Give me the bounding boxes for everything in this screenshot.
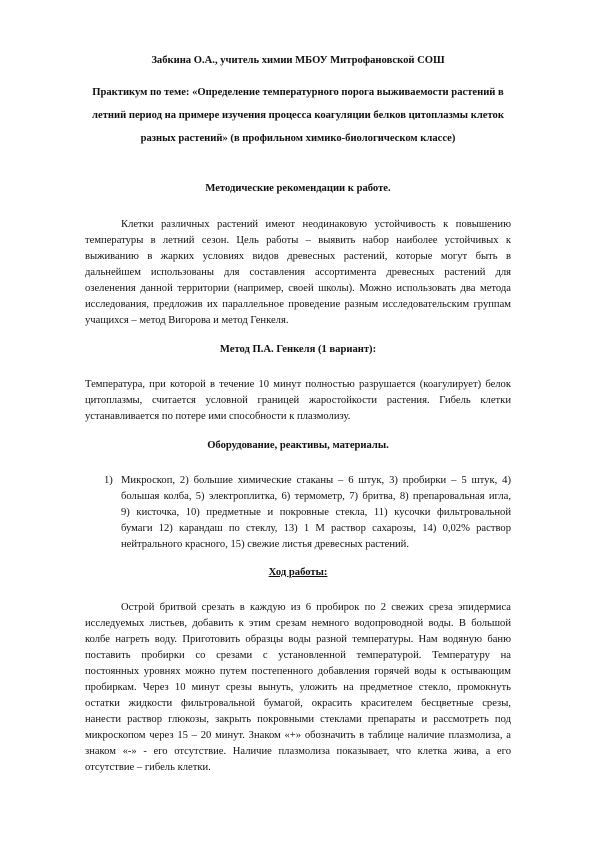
methodical-line-7: учащихся – метод Вигорова и метод Генкеля. xyxy=(85,315,289,326)
equipment-line-4: бумаги 12) карандаш по стеклу, 13) 1 М раствор сахарозы, 14) 0,02% раствор xyxy=(121,523,511,534)
procedure-line-4: поставить пробирки со срезами с установленной температурой. Температуру на xyxy=(85,650,511,661)
procedure-line-1: Острой бритвой срезать в каждую из 6 пробирок по 2 свежих среза эпидермиса xyxy=(121,602,511,613)
procedure-line-11: отсутствие – гибель клетки. xyxy=(85,762,211,773)
title-line-1: Практикум по теме: «Определение температурного порога выживаемости растений в xyxy=(92,87,504,98)
heading-method: Метод П.А. Генкеля (1 вариант): xyxy=(219,344,377,355)
methodical-line-4: дальнейшем использованы для составления ассортимента древесных растений для xyxy=(85,267,511,278)
heading-methodical: Методические рекомендации к работе. xyxy=(205,183,391,194)
procedure-line-8: нанести раствор глюкозы, закрыть покровными стеклами препараты и рассмотреть под xyxy=(85,714,511,725)
list-number: 1) xyxy=(104,475,113,486)
methodical-line-2: температуры в летний сезон. Цель работы – выявить набор наиболее устойчивых к xyxy=(85,235,511,246)
procedure-line-2: исследуемых листьев, добавить к этим срезам немного водопроводной воды. В большой xyxy=(85,618,511,629)
equipment-line-2: большая колба, 5) электроплитка, 6) термометр, 7) бритва, 8) препаровальная игла, xyxy=(121,491,511,502)
title-line-3: разных растений» (в профильном химико-биологическом классе) xyxy=(140,133,456,144)
heading-equipment: Оборудование, реактивы, материалы. xyxy=(207,440,389,451)
method-line-1: Температура, при которой в течение 10 минут полностью разрушается (коагулирует) белок xyxy=(85,379,511,390)
methodical-line-1: Клетки различных растений имеют неодинаковую устойчивость к повышению xyxy=(121,219,511,230)
equipment-line-1: Микроскоп, 2) большие химические стаканы – 6 штук, 3) пробирки – 5 штук, 4) xyxy=(121,475,511,486)
method-line-2: цитоплазмы, считается условной границей жаростойкости растения. Гибель клетки xyxy=(85,395,511,406)
procedure-line-3: колбе нагреть воду. Приготовить образцы воды разной температуры. Нам водяную баню xyxy=(85,634,511,645)
procedure-line-7: остатки жидкости фильтровальной бумагой, окрасить красителем бесцветные срезы, xyxy=(85,698,511,709)
procedure-line-6: пробиркам. Через 10 минут срезы вынуть, уложить на предметное стекло, промокнуть xyxy=(85,682,511,693)
methodical-line-3: выживанию в жарких условиях видов древесных растений, которые могут быть в xyxy=(85,251,511,262)
author-line: Забкина О.А., учитель химии МБОУ Митрофановской СОШ xyxy=(151,55,445,66)
procedure-line-9: микроскопом через 15 – 20 минут. Знаком «+» обозначить в таблице наличие плазмолиза, а xyxy=(85,730,511,741)
equipment-line-5: нейтрального красного, 15) свежие листья древесных растений. xyxy=(121,539,410,550)
procedure-line-10: знаком «-» - его отсутствие. Наличие плазмолиза показывает, что клетка жива, а его xyxy=(85,746,511,757)
procedure-line-5: постоянных уровнях можно путем постепенного добавления горячей воды к остывающим xyxy=(85,666,511,677)
heading-procedure: Ход работы: xyxy=(268,567,328,578)
title-line-2: летний период на примере изучения процесса коагуляции белков цитоплазмы клеток xyxy=(92,110,504,121)
equipment-line-3: 9) кисточка, 10) предметные и покровные стекла, 11) кусочки фильтровальной xyxy=(121,507,511,518)
method-line-3: устанавливается по потере ими способности к плазмолизу. xyxy=(85,411,351,422)
methodical-line-6: исследования, предложив их параллельное проведение разным исследовательским группам xyxy=(85,299,511,310)
methodical-line-5: озеленения данной территории (например, своей школы). Можно использовать два метода xyxy=(85,283,511,294)
